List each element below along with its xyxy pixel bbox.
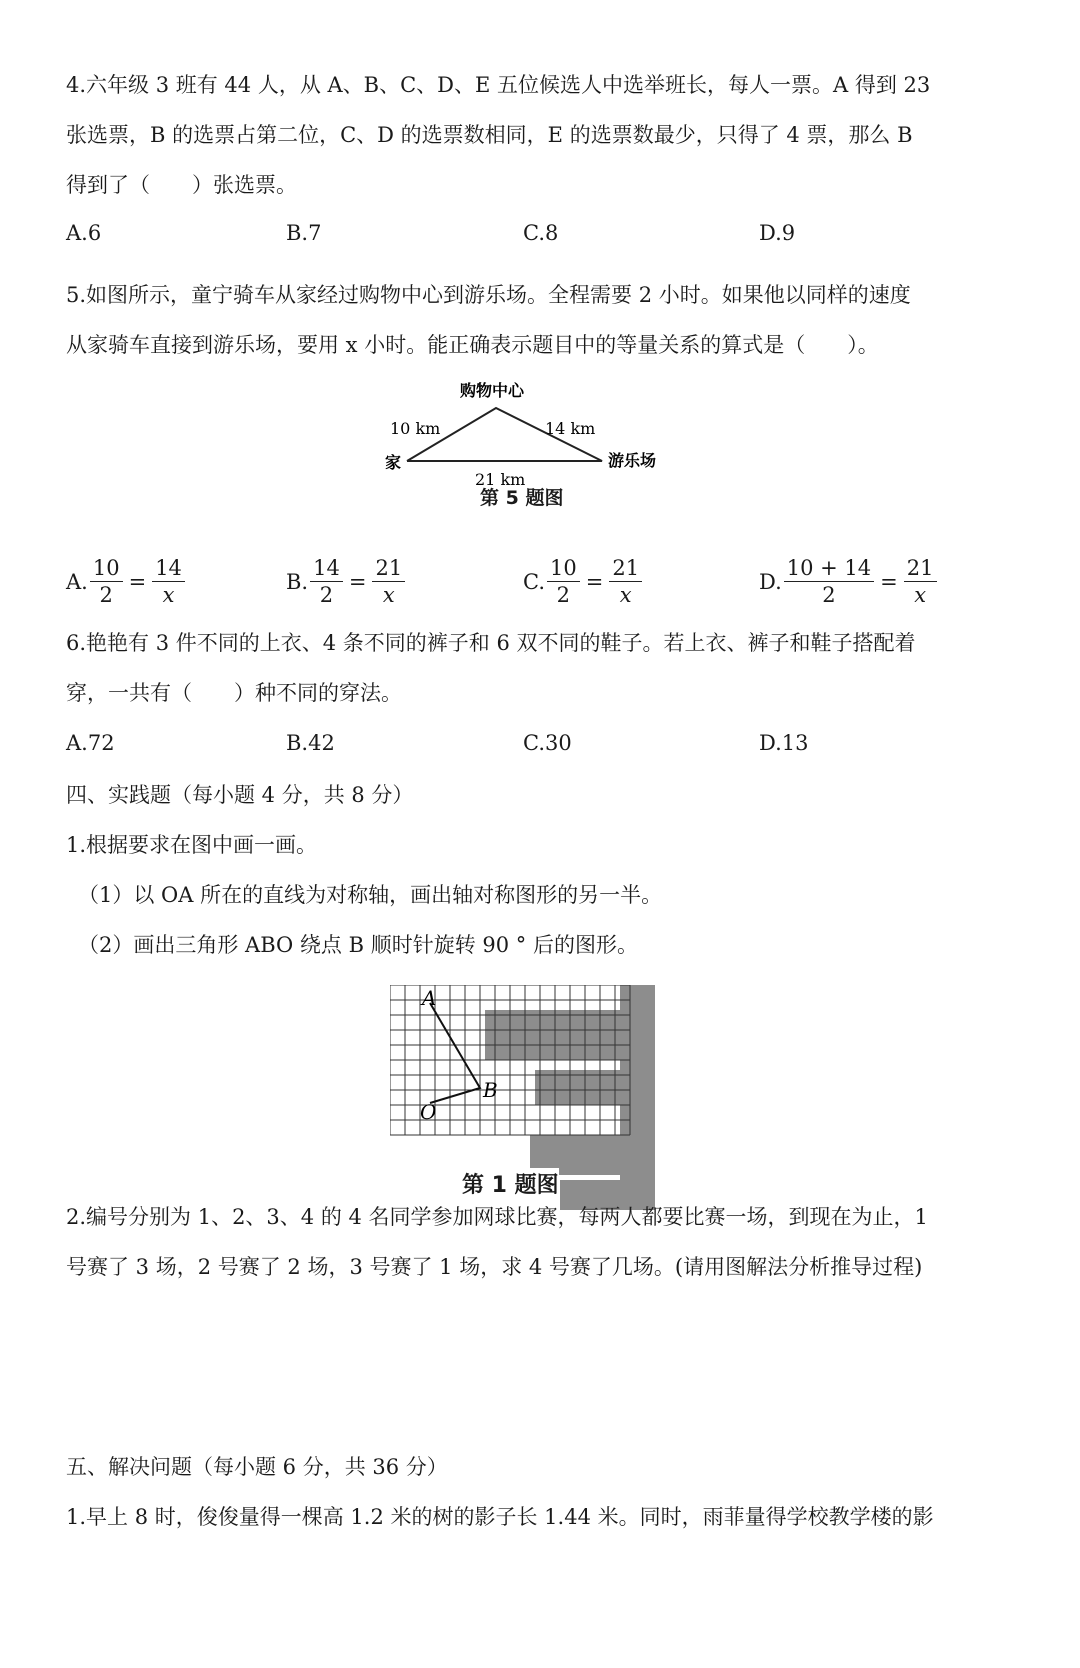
fraction-left bbox=[90, 555, 123, 608]
option-label: B. bbox=[286, 569, 309, 594]
option-label: C. bbox=[523, 569, 545, 594]
equals-sign: = bbox=[880, 569, 898, 594]
section5-title: 五、解决问题（每小题 6 分，共 36 分） bbox=[66, 1455, 448, 1479]
q6-option-a: A.72 bbox=[66, 731, 115, 755]
shade-block bbox=[620, 985, 655, 1210]
edge-shop-park-label: 14 km bbox=[545, 419, 596, 438]
section4-title: 四、实践题（每小题 4 分，共 8 分） bbox=[66, 783, 414, 807]
q6-line-2: 穿，一共有（ ）种不同的穿法。 bbox=[66, 681, 402, 705]
home-label: 家 bbox=[385, 453, 402, 472]
point-b-label: B bbox=[483, 1078, 498, 1102]
fraction-left bbox=[547, 555, 580, 608]
q5-option-c bbox=[523, 555, 644, 608]
denominator: x bbox=[382, 583, 395, 607]
s4-p1-figure-caption: 第 1 题图 bbox=[462, 1168, 559, 1199]
q4-option-b: B.7 bbox=[286, 221, 322, 245]
numerator: 10 + 14 bbox=[784, 555, 874, 582]
amusement-park-label: 游乐场 bbox=[608, 451, 657, 470]
q6-option-b: B.42 bbox=[286, 731, 335, 755]
denominator: 2 bbox=[99, 583, 113, 607]
fraction-left bbox=[310, 555, 343, 608]
s5-p1-line-1: 1.早上 8 时，俊俊量得一棵高 1.2 米的树的影子长 1.44 米。同时，雨菲量得学校教学楼的影 bbox=[66, 1505, 934, 1529]
option-label: D. bbox=[759, 569, 782, 594]
s4-p1-sub2: （2）画出三角形 ABO 绕点 B 顺时针旋转 90 ° 后的图形。 bbox=[78, 933, 638, 957]
triangle-abo bbox=[430, 1003, 480, 1103]
denominator: x bbox=[162, 583, 175, 607]
q5-option-d bbox=[759, 555, 939, 608]
equals-sign: = bbox=[348, 569, 367, 594]
numerator: 14 bbox=[310, 555, 343, 582]
s4-p1-stem: 1.根据要求在图中画一画。 bbox=[66, 833, 318, 857]
denominator: 2 bbox=[822, 583, 836, 607]
q5-line-1: 5.如图所示，童宁骑车从家经过购物中心到游乐场。全程需要 2 小时。如果他以同样的速度 bbox=[66, 283, 911, 307]
fraction-right bbox=[152, 555, 185, 608]
q6-option-d: D.13 bbox=[759, 731, 809, 755]
numerator: 21 bbox=[372, 555, 405, 582]
denominator: x bbox=[619, 583, 632, 607]
point-a-label: A bbox=[422, 986, 437, 1010]
q5-option-b bbox=[286, 555, 407, 608]
s4-p2-line-2: 号赛了 3 场，2 号赛了 2 场，3 号赛了 1 场，求 4 号赛了几场。(请用图解法分析推导过程) bbox=[66, 1255, 923, 1279]
denominator: 2 bbox=[556, 583, 571, 607]
point-o-label: O bbox=[420, 1100, 437, 1124]
shopping-center-label: 购物中心 bbox=[460, 381, 525, 400]
numerator: 10 bbox=[547, 555, 580, 582]
s4-p2-line-1: 2.编号分别为 1、2、3、4 的 4 名同学参加网球比赛，每两人都要比赛一场，到现在为止，1 bbox=[66, 1205, 928, 1229]
q4-line-2: 张选票，B 的选票占第二位，C、D 的选票数相同，E 的选票数最少，只得了 4 票，那么 B bbox=[66, 123, 913, 147]
q4-line-1: 4.六年级 3 班有 44 人，从 A、B、C、D、E 五位候选人中选举班长，每人一票。A 得到 23 bbox=[66, 73, 931, 97]
numerator: 21 bbox=[609, 555, 642, 582]
q6-option-c: C.30 bbox=[523, 731, 572, 755]
q5-option-a bbox=[66, 555, 187, 608]
equals-sign: = bbox=[585, 569, 604, 594]
fraction-right bbox=[372, 555, 405, 608]
fraction-right bbox=[609, 555, 642, 608]
q4-line-3: 得到了（ ）张选票。 bbox=[66, 173, 297, 197]
q5-line-2: 从家骑车直接到游乐场，要用 x 小时。能正确表示题目中的等量关系的算式是（ ）。 bbox=[66, 333, 879, 357]
denominator: 2 bbox=[319, 583, 334, 607]
numerator: 10 bbox=[90, 555, 123, 582]
fraction-right bbox=[904, 555, 937, 608]
q4-option-c: C.8 bbox=[523, 221, 559, 245]
q5-figure-caption: 第 5 题图 bbox=[480, 487, 564, 509]
s4-p1-sub1: （1）以 OA 所在的直线为对称轴，画出轴对称图形的另一半。 bbox=[78, 883, 663, 907]
numerator: 21 bbox=[904, 555, 937, 582]
option-label: A. bbox=[66, 569, 88, 594]
numerator: 14 bbox=[152, 555, 185, 582]
denominator: x bbox=[914, 583, 927, 607]
q4-option-d: D.9 bbox=[759, 221, 796, 245]
q6-line-1: 6.艳艳有 3 件不同的上衣、4 条不同的裤子和 6 双不同的鞋子。若上衣、裤子和鞋子搭配着 bbox=[66, 631, 916, 655]
q4-option-a: A.6 bbox=[66, 221, 102, 245]
q5-triangle-figure bbox=[370, 378, 690, 488]
equals-sign: = bbox=[128, 569, 147, 594]
fraction-left bbox=[784, 555, 874, 608]
edge-home-park-label: 21 km bbox=[475, 470, 526, 488]
edge-home-shop-label: 10 km bbox=[390, 419, 441, 438]
